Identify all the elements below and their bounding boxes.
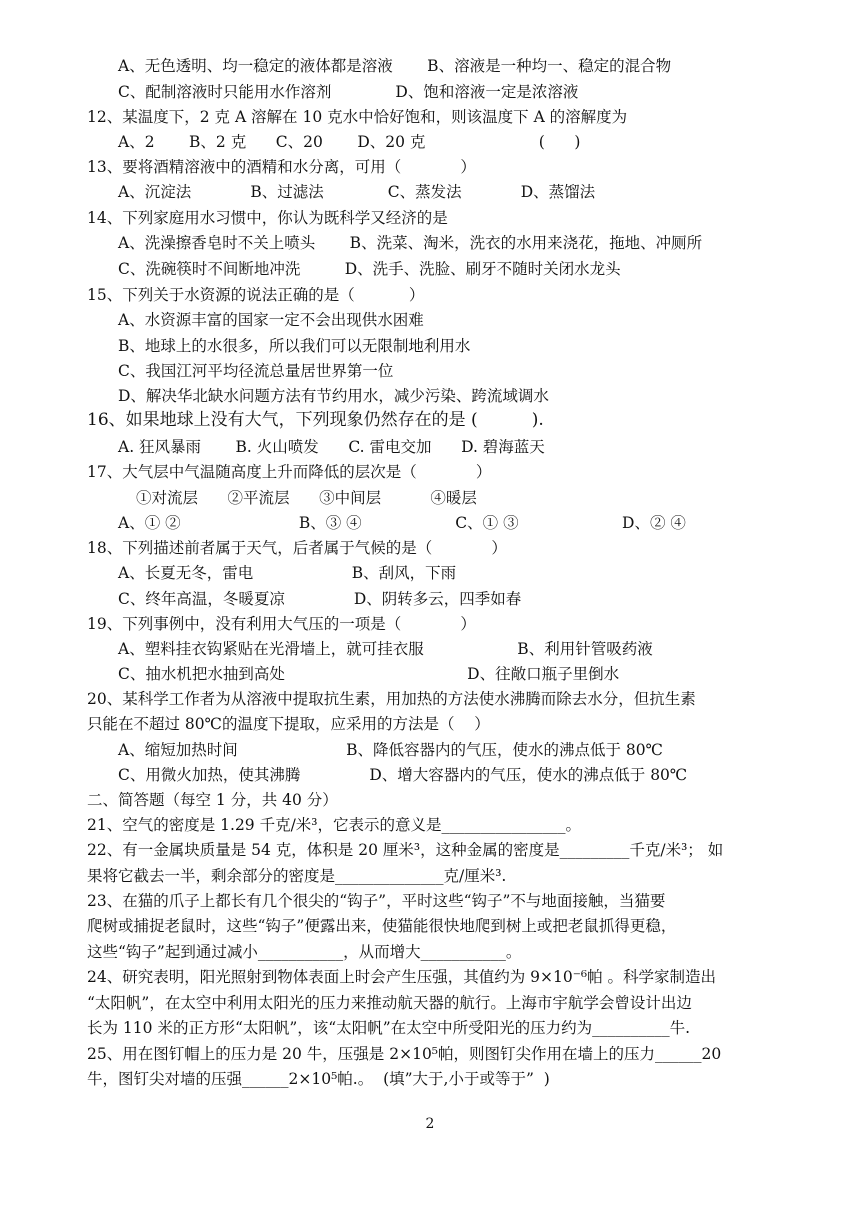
q16-options: A. 狂风暴雨 B. 火山喷发 C. 雷电交加 D. 碧海蓝天 <box>118 438 545 456</box>
q14-options-cd: C、洗碗筷时不间断地冲洗 D、洗手、洗脸、刷牙不随时关闭水龙头 <box>118 260 621 278</box>
q22-line-1: 22、有一金属块质量是 54 克，体积是 20 厘米³，这种金属的密度是_________千克/米³； 如 <box>87 841 724 859</box>
q22-line-2: 果将它截去一半，剩余部分的密度是______________克/厘米³. <box>87 867 507 885</box>
q14-stem: 14、下列家庭用水习惯中，你认为既科学又经济的是 <box>87 209 448 227</box>
q11-options-cd: C、配制溶液时只能用水作溶剂 D、饱和溶液一定是浓溶液 <box>118 83 579 101</box>
q23-line-3: 这些“钩子”起到通过减小___________，从而增大___________。 <box>87 943 522 961</box>
q13-stem: 13、要将酒精溶液中的酒精和水分离，可用（ ） <box>87 158 476 176</box>
q21: 21、空气的密度是 1.29 千克/米³，它表示的意义是________________。 <box>87 816 582 834</box>
q17-layers: ①对流层 ②平流层 ③中间层 ④暖层 <box>136 489 477 507</box>
q18-options-ab: A、长夏无冬，雷电 B、刮风，下雨 <box>118 564 457 582</box>
q20-options-ab: A、缩短加热时间 B、降低容器内的气压，使水的沸点低于 80℃ <box>118 741 663 759</box>
q15-option-d: D、解决华北缺水问题方法有节约用水，减少污染、跨流域调水 <box>118 387 549 405</box>
q23-line-2: 爬树或捕捉老鼠时，这些“钩子”便露出来，使猫能很快地爬到树上或把老鼠抓得更稳， <box>87 917 677 935</box>
q18-stem: 18、下列描述前者属于天气，后者属于气候的是（ ） <box>87 539 507 557</box>
q15-option-a: A、水资源丰富的国家一定不会出现供水困难 <box>118 311 424 329</box>
q17-stem: 17、大气层中气温随高度上升而降低的层次是（ ） <box>87 463 492 481</box>
q12-stem: 12、某温度下，2 克 A 溶解在 10 克水中恰好饱和，则该温度下 A 的溶解度为 <box>87 108 628 126</box>
q19-options-cd: C、抽水机把水抽到高处 D、往敞口瓶子里倒水 <box>118 665 620 683</box>
q17-options: A、① ② B、③ ④ C、① ③ D、② ④ <box>118 514 686 532</box>
q12-options: A、2 B、2 克 C、20 D、20 克 ( ) <box>118 133 581 151</box>
q11-options-ab: A、无色透明、均一稳定的液体都是溶液 B、溶液是一种均一、稳定的混合物 <box>118 57 672 75</box>
section-2-heading: 二、简答题（每空 1 分，共 40 分） <box>87 791 338 809</box>
q25-line-2: 牛，图钉尖对墙的压强______2×10⁵帕.。 (填”大于,小于或等于” ) <box>87 1070 550 1088</box>
q24-line-1: 24、研究表明，阳光照射到物体表面上时会产生压强，其值约为 9×10⁻⁶帕 。科学家制造出 <box>87 968 717 986</box>
q15-option-c: C、我国江河平均径流总量居世界第一位 <box>118 362 394 380</box>
q13-options: A、沉淀法 B、过滤法 C、蒸发法 D、蒸馏法 <box>118 183 596 201</box>
page-number: 2 <box>425 1116 435 1132</box>
q15-stem: 15、下列关于水资源的说法正确的是（ ） <box>87 286 425 304</box>
q20-stem-1: 20、某科学工作者为从溶液中提取抗生素，用加热的方法使水沸腾而除去水分，但抗生素 <box>87 690 696 708</box>
q25-line-1: 25、用在图钉帽上的压力是 20 牛，压强是 2×10⁵帕，则图钉尖作用在墙上的压力______20 <box>87 1045 722 1063</box>
q15-option-b: B、地球上的水很多，所以我们可以无限制地利用水 <box>118 337 471 355</box>
q18-options-cd: C、终年高温，冬暖夏凉 D、阴转多云，四季如春 <box>118 590 522 608</box>
q14-options-ab: A、洗澡擦香皂时不关上喷头 B、洗菜、淘米，洗衣的水用来浇花，拖地、冲厕所 <box>118 234 703 252</box>
q23-line-1: 23、在猫的爪子上都长有几个很尖的“钩子”，平时这些“钩子”不与地面接触，当猫要 <box>87 892 666 910</box>
q16-stem: 16、如果地球上没有大气，下列现象仍然存在的是 ( ). <box>87 410 544 430</box>
q20-stem-2: 只能在不超过 80℃的温度下提取，应采用的方法是（ ） <box>87 715 490 733</box>
q24-line-2: “太阳帆”，在太空中利用太阳光的压力来推动航天器的航行。上海市宇航学会曾设计出边 <box>87 994 692 1012</box>
q19-options-ab: A、塑料挂衣钩紧贴在光滑墙上，就可挂衣服 B、利用针管吸药液 <box>118 640 653 658</box>
q19-stem: 19、下列事例中，没有利用大气压的一项是（ ） <box>87 615 476 633</box>
q24-line-3: 长为 110 米的正方形“太阳帆”，该“太阳帆”在太空中所受阳光的压力约为__________牛. <box>87 1019 691 1037</box>
q20-options-cd: C、用微火加热，使其沸腾 D、增大容器内的气压，使水的沸点低于 80℃ <box>118 766 688 784</box>
